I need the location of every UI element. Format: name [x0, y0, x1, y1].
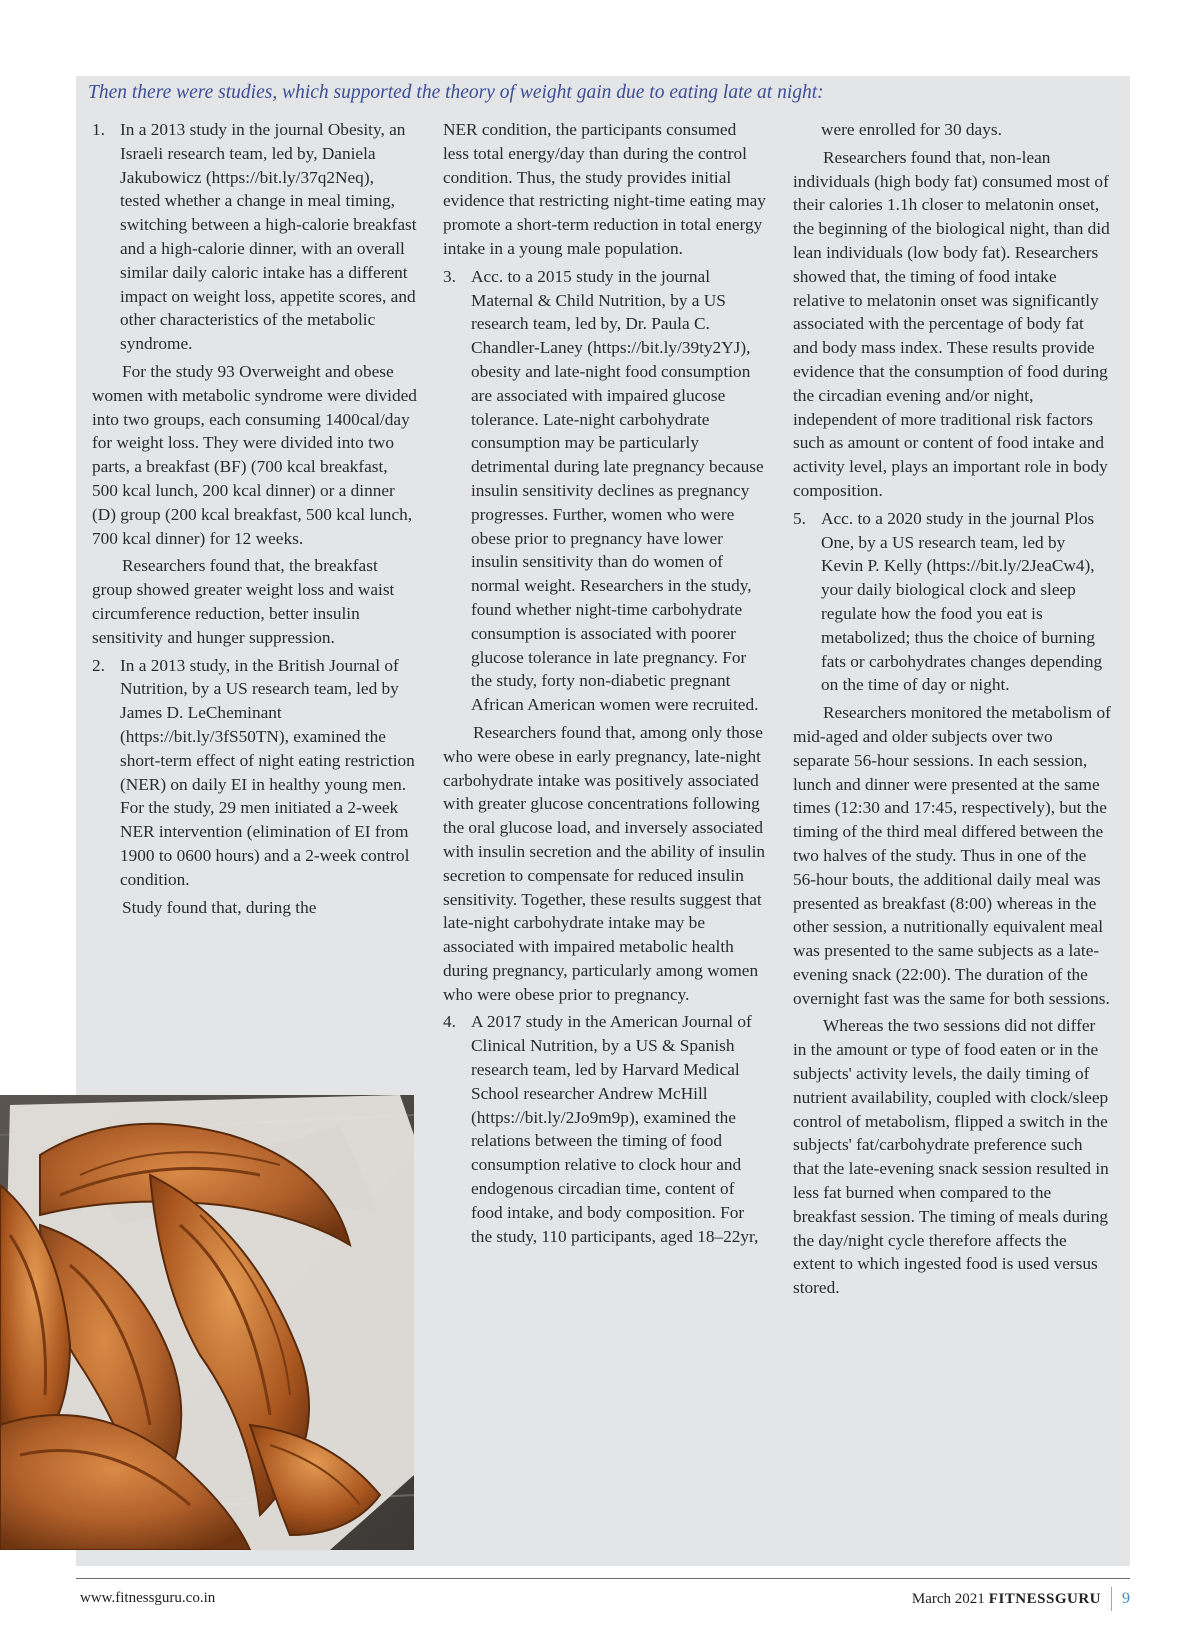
list-number: 2. — [92, 655, 105, 675]
list-text: Acc. to a 2020 study in the journal Plos One, by a US research team, led by Kevin P. Kelly (https://bit.ly/2JeaCw4), your daily biological clock and sleep regulate how the food you eat is metabolized; thus the choice of burning fats or carbohydrates changes depending on the time of day or night. — [821, 508, 1103, 695]
footer-divider — [76, 1578, 1130, 1579]
list-text: Acc. to a 2015 study in the journal Maternal & Child Nutrition, by a US research team, led by, Dr. Paula C. Chandler-Laney (https://bit.ly/39ty2YJ), obesity and late-night food consumption are associated with impaired glucose tolerance. Late-night carbohydrate consumption may be particularly detrimental during late pregnancy because insulin sensitivity declines as pregnancy progresses. Further, women who were obese prior to pregnancy have lower insulin sensitivity than do women of normal weight. Researchers in the study, found whether night-time carbohydrate consumption is associated with poorer glucose tolerance in late pregnancy. For the study, forty non-diabetic pregnant African American women were recruited. — [471, 266, 764, 715]
footer-separator — [1111, 1587, 1112, 1611]
list-number: 1. — [92, 120, 105, 139]
paragraph: For the study 93 Overweight and obese women with metabolic syndrome were divided into two groups, each consuming 1400cal/day for weight loss. They were divided into two parts, a breakfast (BF) (700 kcal breakfast, 500 kcal lunch, 200 kcal dinner) or a dinner (D) group (200 kcal breakfast, 500 kcal lunch, 700 kcal dinner) for 12 weeks. — [92, 361, 417, 548]
footer-url: www.fitnessguru.co.in — [80, 1590, 216, 1606]
column-2 — [443, 118, 766, 1252]
column-1 — [92, 118, 417, 923]
list-item-1 — [92, 118, 417, 356]
list-text: In a 2013 study in the journal Obesity, an Israeli research team, led by, Daniela Jakubowicz (https://bit.ly/37q2Neq), tested whether a change in meal timing, switching between a high-calorie breakfast and a high-calorie dinner, with an overall similar daily caloric intake has a different impact on weight loss, appetite scores, and other characteristics of the metabolic syndrome. — [120, 120, 417, 354]
page-number: 9 — [1122, 1590, 1130, 1607]
paragraph: Researchers found that, non-lean individuals (high body fat) consumed most of their calories 1.1h closer to melatonin onset, the beginning of the biological night, than did lean individuals (low body fat). Researchers showed that, the timing of food intake relative to melatonin onset was significantly associated with the percentage of body fat and body mass index. These results provide evidence that the consumption of food during the circadian evening and/or night, independent of more traditional risk factors such as amount or content of food intake and activity level, plays an important role in body composition. — [793, 147, 1110, 500]
list-item-3 — [443, 265, 766, 717]
list-item-5 — [793, 507, 1111, 697]
list-item-4 — [443, 1010, 766, 1248]
paragraph: Study found that, during the — [122, 897, 317, 917]
list-text: In a 2013 study, in the British Journal of Nutrition, by a US research team, led by James D. LeCheminant (https://bit.ly/3fS50TN), examined the short-term effect of night eating restriction (NER) on daily EI in healthy young men. For the study, 29 men initiated a 2-week NER intervention (elimination of EI from 1900 to 0600 hours) and a 2-week control condition. — [120, 655, 415, 889]
footer-publication — [912, 1587, 1130, 1611]
intro-heading: Then there were studies, which supported the theory of weight gain due to eating late at night: — [88, 82, 824, 103]
paragraph: Whereas the two sessions did not differ in the amount or type of food eaten or in the subjects' activity levels, the daily timing of nutrient availability, coupled with clock/sleep control of metabolism, flipped a switch in the subjects' fat/carbohydrate preference such that the late-evening snack session resulted in less fat burned when compared to the breakfast session. The timing of meals during the day/night cycle therefore affects the extent to which ingested food is used versus stored. — [793, 1016, 1109, 1298]
paragraph: NER condition, the participants consumed less total energy/day than during the control condition. Thus, the study provides initial evidence that restricting night-time eating may promote a short-term reduction in total energy intake in a young male population. — [443, 120, 766, 258]
list-number: 3. — [443, 266, 456, 286]
paragraph: were enrolled for 30 days. — [821, 120, 1002, 139]
paragraph: Researchers found that, the breakfast group showed greater weight loss and waist circumference reduction, better insulin sensitivity and hunger suppression. — [92, 556, 395, 647]
croissants-illustration — [0, 1095, 414, 1550]
croissants-photo — [0, 1095, 414, 1550]
paragraph: Researchers found that, among only those who were obese in early pregnancy, late-night carbohydrate intake was positively associated with greater glucose concentrations following the oral glucose load, and inversely associated with insulin secretion and the ability of insulin secretion to compensate for reduced insulin sensitivity. Together, these results suggest that late-night carbohydrate intake may be associated with impaired metabolic health during pregnancy, particularly among women who were obese prior to pregnancy. — [443, 722, 766, 1004]
footer-publication-name: FITNESSGURU — [988, 1590, 1101, 1607]
list-number: 4. — [443, 1012, 456, 1032]
list-item-2 — [92, 654, 417, 892]
paragraph: Researchers monitored the metabolism of mid-aged and older subjects over two separate 56-hour sessions. In each session, lunch and dinner were presented at the same times (12:30 and 17:45, respectively), but the timing of the third meal differed between the two halves of the study. Thus in one of the 56-hour bouts, the additional daily meal was presented as breakfast (8:00) whereas in the other session, a nutritionally equivalent meal was presented to the same subjects as a late-evening snack (22:00). The duration of the overnight fast was the same for both sessions. — [793, 703, 1111, 1008]
column-3 — [793, 118, 1111, 1304]
footer-date: March 2021 — [911, 1590, 985, 1607]
list-text: A 2017 study in the American Journal of Clinical Nutrition, by a US & Spanish research team, led by Harvard Medical School researcher Andrew McHill (https://bit.ly/2Jo9m9p), examined the relations between the timing of food consumption relative to clock hour and endogenous circadian time, content of food intake, and body composition. For the study, 110 participants, aged 18–22yr, — [471, 1012, 759, 1246]
list-number: 5. — [793, 508, 806, 528]
